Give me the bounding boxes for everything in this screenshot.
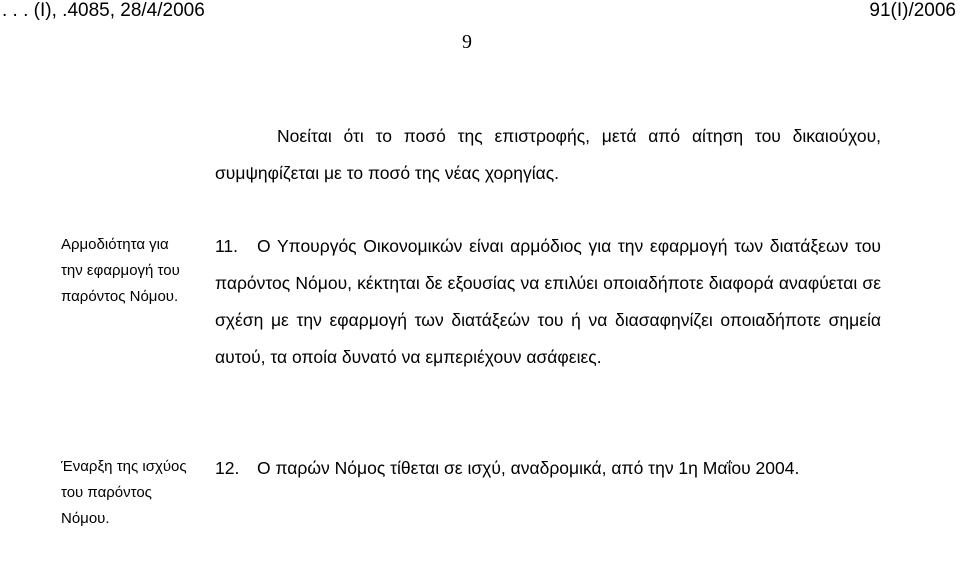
proviso-paragraph: Νοείται ότι το ποσό της επιστροφής, μετά από αίτηση του δικαιούχου, συμψηφίζεται με το ποσό της νέας χορηγίας.: [215, 126, 881, 183]
section-12-number: 12.: [215, 458, 240, 478]
margin-note-section-12: Έναρξη της ισχύος του παρόντος Νόμου.: [61, 458, 187, 527]
section-12: [215, 450, 881, 487]
section-12-text: Ο παρών Νόμος τίθεται σε ισχύ, αναδρομικά, από την 1η Μαΐου 2004.: [257, 458, 800, 478]
section-11-text: Ο Υπουργός Οικονομικών είναι αρμόδιος για την εφαρμογή των διατάξεων του παρόντος Νόμου, κέκτηται δε εξουσίας να επιλύει οποιαδήποτε διαφορά αναφύεται σε σχέση με την εφαρμογή των διατάξεών του ή να διασαφηνίζει οποιαδήποτε σημεία αυτού, τα οποία δυνατό να εμπεριέχουν ασάφειες.: [215, 236, 881, 367]
header-left: . . . (Ι), .4085, 28/4/2006: [2, 0, 205, 21]
header-right: 91(Ι)/2006: [869, 0, 956, 21]
margin-note-section-11: Αρμοδιότητα για την εφαρμογή του παρόντος Νόμου.: [61, 236, 180, 305]
section-11-number: 11.: [215, 236, 239, 256]
page-number: 9: [462, 31, 472, 53]
section-11: [215, 228, 881, 376]
